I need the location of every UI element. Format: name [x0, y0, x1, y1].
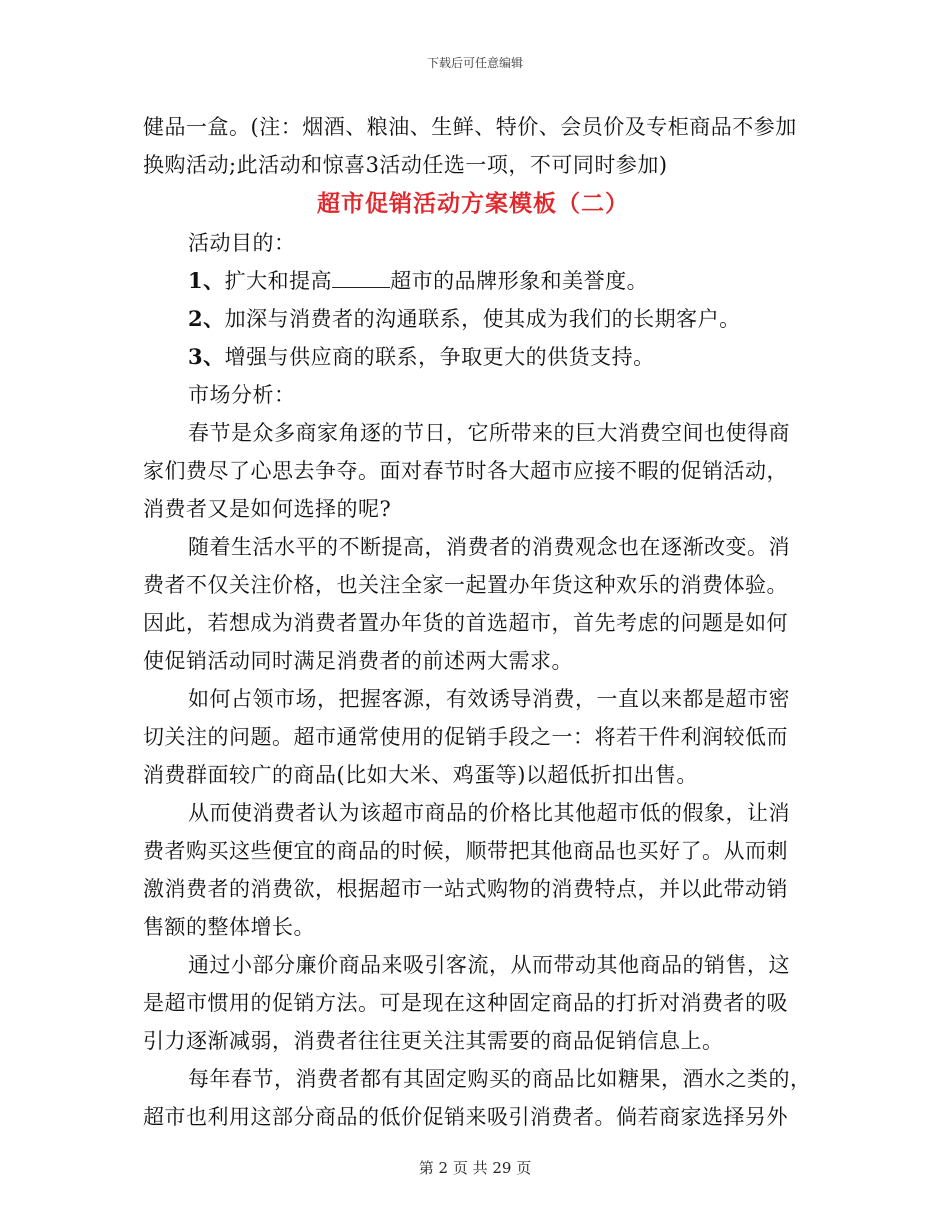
goal-item: [143, 262, 803, 300]
paragraphs: [143, 414, 812, 1136]
goal-number: 2、: [188, 306, 225, 331]
goal-number: 3、: [188, 344, 225, 369]
paragraph-line: 售额的整体增长。: [143, 915, 315, 939]
goal-text: 扩大和提高: [224, 269, 333, 293]
paragraph-line: 是超市惯用的促销方法。可是现在这种固定商品的打折对消费者的吸: [143, 991, 788, 1015]
goal-heading: 活动目的：: [188, 231, 296, 255]
paragraph-line: 家们费尽了心思去争夺。面对春节时各大超市应接不暇的促销活动，: [143, 459, 788, 483]
paragraph-line: 切关注的问题。超市通常使用的促销手段之一：将若干件利润较低而: [143, 725, 788, 749]
paragraph-line: 超市也利用这部分商品的低价促销来吸引消费者。倘若商家选择另外: [143, 1105, 788, 1129]
goal-item: [143, 300, 803, 338]
goal-item: [143, 338, 803, 376]
goal-number: 1、: [188, 268, 225, 293]
paragraph-line: 消费者又是如何选择的呢?: [143, 497, 392, 521]
paragraph-line: 消费群面较广的商品(比如大米、鸡蛋等)以超低折扣出售。: [143, 763, 698, 787]
page-footer: 第 2 页 共 29 页: [418, 1159, 532, 1177]
fill-in-blank: [332, 267, 390, 288]
section-title: 超市促销活动方案模板（二）: [317, 190, 629, 217]
paragraph-line: 每年春节，消费者都有其固定购买的商品比如糖果，酒水之类的，: [188, 1067, 812, 1091]
paragraph-line: 因此，若想成为消费者置办年货的首选超市，首先考虑的问题是如何: [143, 611, 788, 635]
market-heading: 市场分析：: [188, 383, 296, 407]
paragraph-line: 引力逐渐减弱，消费者往往更关注其需要的商品促销信息上。: [143, 1029, 724, 1053]
paragraph-line: 费者不仅关注价格，也关注全家一起置办年货这种欢乐的消费体验。: [143, 573, 788, 597]
paragraph-line: 使促销活动同时满足消费者的前述两大需求。: [143, 649, 573, 673]
document-body: [143, 108, 812, 1136]
paragraph-line: 随着生活水平的不断提高，消费者的消费观念也在逐渐改变。消: [188, 535, 790, 559]
paragraph-line: 如何占领市场，把握客源，有效诱导消费，一直以来都是超市密: [188, 687, 790, 711]
paragraph-line: 激消费者的消费欲，根据超市一站式购物的消费特点，并以此带动销: [143, 877, 788, 901]
paragraph-line: 通过小部分廉价商品来吸引客流，从而带动其他商品的销售，这: [188, 953, 790, 977]
text-line: 换购活动;此活动和惊喜3活动任选一项，不可同时参加): [143, 153, 668, 177]
text-line: 健品一盒。(注：烟酒、粮油、生鲜、特价、会员价及专柜商品不参加: [143, 115, 797, 139]
goal-text: 加深与消费者的沟通联系，使其成为我们的长期客户。: [224, 307, 741, 331]
paragraph-line: 春节是众多商家角逐的节日，它所带来的巨大消费空间也使得商: [188, 421, 790, 445]
page-header: 下载后可任意编辑: [426, 56, 523, 70]
paragraph-line: 从而使消费者认为该超市商品的价格比其他超市低的假象，让消: [188, 801, 790, 825]
goal-text: 超市的品牌形象和美誉度。: [390, 269, 649, 293]
goal-text: 增强与供应商的联系，争取更大的供货支持。: [224, 345, 655, 369]
paragraph-line: 费者购买这些便宜的商品的时候，顺带把其他商品也买好了。从而刺: [143, 839, 788, 863]
